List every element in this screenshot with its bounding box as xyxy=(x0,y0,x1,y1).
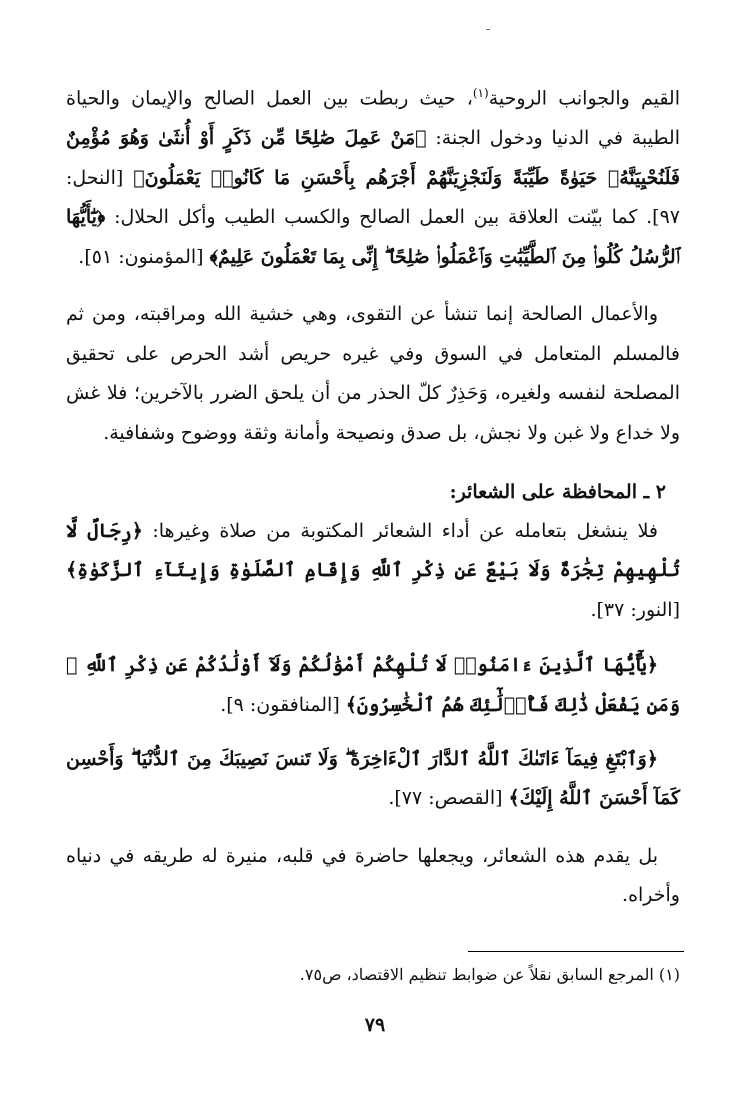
quran-verse-muminun: ﴿يَٰٓأَيُّهَا ٱلرُّسُلُ كُلُوا۟ مِنَ ٱلطَّيِّبَٰتِ وَٱعْمَلُوا۟ صَٰلِحًا ۖ إِنِّى بِمَا تَعْمَلُونَ عَلِيمٌ﴾ xyxy=(66,206,680,268)
quran-verse-munafiqun: ﴿يَٰٓأَيُّهَا ٱلَّذِينَ ءَامَنُوا۟ لَا تُلْهِكُمْ أَمْوَٰلُكُمْ وَلَآ أَوْلَٰدُكُمْ عَن ذِكْرِ ٱللَّهِ ۚ وَمَن يَفْعَلْ ذَٰلِكَ فَأُو۟لَٰٓئِكَ هُمُ ٱلْخَٰسِرُونَ﴾ xyxy=(66,654,680,717)
paragraph-4 xyxy=(66,646,680,725)
quran-verse-qasas: ﴿وَٱبْتَغِ فِيمَآ ءَاتَىٰكَ ٱللَّهُ ٱلدَّارَ ٱلْءَاخِرَةَ ۖ وَلَا تَنسَ نَصِيبَكَ مِنَ ٱلدُّنْيَا ۖ وَأَحْسِن كَمَآ أَحْسَنَ ٱللَّهُ إِلَيْكَ﴾ xyxy=(66,747,680,810)
footnote-divider xyxy=(468,951,684,952)
paragraph-1-text-c: [النحل: ٩٧]. كما بيّنت العلاقة بين العمل الصالح والكسب الطيب وأكل الحلال: xyxy=(66,166,680,229)
section-heading: ٢ ـ المحافظة على الشعائر: xyxy=(449,480,666,503)
paragraph-1-text-b: ، حيث ربطت بين العمل الصالح والإيمان والحياة الطيبة في الدنيا ودخول الجنة: xyxy=(66,87,681,149)
quran-verse-nur: ﴿رِجَالٌ لَّا تُلْهِيهِمْ تِجَٰرَةٌ وَلَا بَيْعٌ عَن ذِكْرِ ٱللَّهِ وَإِقَامِ ٱلصَّلَوٰةِ وَإِيتَآءِ ٱلزَّكَوٰةِ﴾ xyxy=(66,519,680,582)
page-body xyxy=(66,74,680,916)
paragraph-3 xyxy=(66,512,680,631)
page-number: ٧٩ xyxy=(364,1014,386,1036)
paragraph-1-ref: [المؤمنون: ٥١]. xyxy=(78,245,210,268)
quran-verse-nahl: ﴿مَنْ عَمِلَ صَٰلِحًا مِّن ذَكَرٍ أَوْ أُنثَىٰ وَهُوَ مُؤْمِنٌ فَلَنُحْيِيَنَّهُۥ حَيَوٰةً طَيِّبَةً وَلَنَجْزِيَنَّهُمْ أَجْرَهُم بِأَحْسَنِ مَا كَانُوا۟ يَعْمَلُونَ﴾ xyxy=(66,126,680,189)
paragraph-6: بل يقدم هذه الشعائر، ويجعلها حاضرة في قلبه، منيرة له طريقه في دنياه وأخراه. xyxy=(66,844,680,907)
paragraph-1 xyxy=(66,74,680,277)
paragraph-5 xyxy=(66,740,680,819)
paragraph-4-ref: [المنافقون: ٩]. xyxy=(220,694,346,717)
paragraph-1-text-a: القيم والجوانب الروحية xyxy=(488,87,680,110)
paragraph-3-text: فلا ينشغل بتعامله عن أداء الشعائر المكتوبة من صلاة وغيرها: xyxy=(142,519,659,542)
footnote-reference[interactable]: (١) xyxy=(472,86,489,100)
paragraph-2: والأعمال الصالحة إنما تنشأ عن التقوى، وهي خشية الله ومراقبته، ومن ثم فالمسلم المتعامل في السوق وفي غيره حريص أشد الحرص على تحقيق المصلحة لنفسه ولغيره، وَحَذِرٌ كلّ الحذر من أن يلحق الضرر بالآخرين؛ فلا غش ولا خداع ولا غبن ولا نجش، بل صدق ونصيحة وأمانة وثقة ووضوح وشفافية. xyxy=(66,303,680,445)
paragraph-3-ref: [النور: ٣٧]. xyxy=(590,598,680,621)
top-mark: - xyxy=(486,22,491,36)
footnote: (١) المرجع السابق نقلاً عن ضوابط تنظيم الاقتصاد، ص٧٥. xyxy=(299,965,680,984)
paragraph-5-ref: [القصص: ٧٧]. xyxy=(388,787,509,810)
